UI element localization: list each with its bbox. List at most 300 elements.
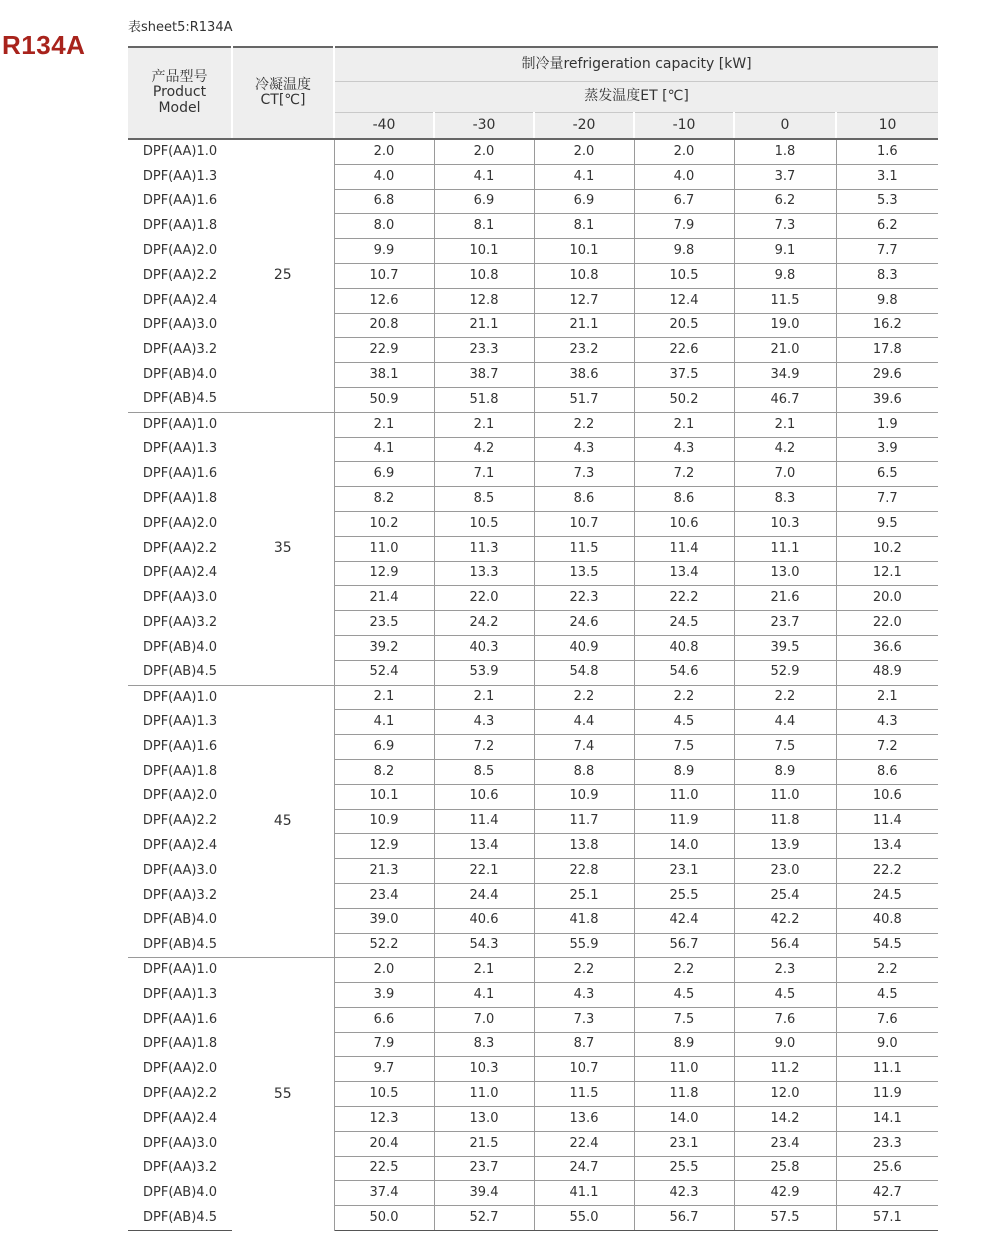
capacity-value-cell: 21.1 [534,313,634,338]
capacity-value-cell: 41.1 [534,1181,634,1206]
header-ct-en: CT[℃] [260,92,306,108]
capacity-value-cell: 12.4 [634,288,734,313]
model-cell: DPF(AA)1.3 [142,714,218,730]
capacity-value-cell: 57.1 [836,1206,938,1231]
capacity-value-cell: 4.3 [634,437,734,462]
capacity-value-cell: 6.2 [734,189,836,214]
capacity-value-cell: 38.6 [534,363,634,388]
model-cell: DPF(AA)1.8 [142,763,218,779]
model-cell: DPF(AA)2.2 [142,267,218,283]
capacity-value-cell: 23.3 [434,338,534,363]
capacity-value-cell: 20.0 [836,586,938,611]
capacity-value-cell: 11.1 [734,536,836,561]
capacity-value-cell: 2.0 [634,139,734,164]
capacity-value-cell: 10.8 [534,263,634,288]
capacity-value-cell: 4.0 [634,164,734,189]
table-row [128,412,938,437]
capacity-value-cell: 25.4 [734,883,836,908]
capacity-value-cell: 8.6 [534,487,634,512]
capacity-value-cell: 24.2 [434,611,534,636]
capacity-value-cell: 40.9 [534,635,634,660]
capacity-value-cell: 52.9 [734,660,836,685]
capacity-value-cell: 9.7 [334,1057,434,1082]
model-cell: DPF(AA)1.8 [142,218,218,234]
capacity-value-cell: 6.8 [334,189,434,214]
capacity-value-cell: 9.0 [836,1032,938,1057]
capacity-value-cell: 20.5 [634,313,734,338]
capacity-value-cell: 4.2 [434,437,534,462]
model-cell: DPF(AA)1.0 [128,685,232,710]
capacity-value-cell: 54.6 [634,660,734,685]
capacity-value-cell: 24.5 [836,883,938,908]
capacity-value-cell: 10.5 [434,511,534,536]
capacity-value-cell: 14.1 [836,1107,938,1132]
capacity-value-cell: 42.9 [734,1181,836,1206]
capacity-value-cell: 11.9 [836,1082,938,1107]
model-cell: DPF(AA)1.8 [142,1036,218,1052]
capacity-value-cell: 8.9 [634,1032,734,1057]
capacity-value-cell: 8.5 [434,487,534,512]
capacity-value-cell: 51.7 [534,387,634,412]
capacity-value-cell: 8.3 [434,1032,534,1057]
capacity-value-cell: 4.4 [534,710,634,735]
capacity-value-cell: 11.4 [434,809,534,834]
capacity-value-cell: 13.9 [734,834,836,859]
capacity-value-cell: 2.1 [434,685,534,710]
capacity-value-cell: 2.1 [836,685,938,710]
capacity-value-cell: 10.8 [434,263,534,288]
capacity-value-cell: 2.1 [334,412,434,437]
capacity-value-cell: 10.2 [334,511,434,536]
capacity-value-cell: 2.2 [534,412,634,437]
model-cell: DPF(AA)1.3 [142,986,218,1002]
model-cell: DPF(AA)1.0 [128,139,232,164]
capacity-value-cell: 2.2 [534,685,634,710]
capacity-value-cell: 23.2 [534,338,634,363]
capacity-value-cell: 7.3 [534,1007,634,1032]
capacity-value-cell: 10.7 [534,1057,634,1082]
capacity-value-cell: 10.7 [534,511,634,536]
capacity-value-cell: 40.8 [836,908,938,933]
capacity-value-cell: 57.5 [734,1206,836,1231]
model-cell: DPF(AA)2.0 [142,242,218,258]
capacity-value-cell: 2.1 [734,412,836,437]
header-evaporating-temp: 蒸发温度ET [℃] [334,81,938,113]
capacity-value-cell: 10.6 [836,784,938,809]
capacity-value-cell: 4.5 [634,710,734,735]
capacity-value-cell: 11.9 [634,809,734,834]
capacity-value-cell: 1.6 [836,139,938,164]
capacity-value-cell: 12.7 [534,288,634,313]
capacity-value-cell: 22.4 [534,1131,634,1156]
capacity-value-cell: 1.8 [734,139,836,164]
capacity-value-cell: 16.2 [836,313,938,338]
capacity-value-cell: 8.5 [434,759,534,784]
model-cell: DPF(AB)4.5 [128,1206,232,1231]
capacity-value-cell: 8.6 [836,759,938,784]
capacity-value-cell: 42.4 [634,908,734,933]
model-cell: DPF(AB)4.0 [143,912,217,928]
model-cell: DPF(AA)2.0 [142,515,218,531]
capacity-value-cell: 40.8 [634,635,734,660]
model-cell: DPF(AA)2.4 [142,565,218,581]
capacity-value-cell: 2.2 [836,958,938,983]
capacity-value-cell: 6.2 [836,214,938,239]
capacity-value-cell: 21.5 [434,1131,534,1156]
capacity-value-cell: 40.3 [434,635,534,660]
model-cell: DPF(AA)3.0 [142,862,218,878]
capacity-value-cell: 4.1 [334,437,434,462]
capacity-value-cell: 11.2 [734,1057,836,1082]
capacity-value-cell: 4.3 [534,983,634,1008]
capacity-value-cell: 2.3 [734,958,836,983]
condensing-temp-cell: 45 [232,685,334,958]
model-cell: DPF(AA)2.2 [142,813,218,829]
model-cell: DPF(AB)4.0 [143,639,217,655]
capacity-value-cell: 23.1 [634,859,734,884]
capacity-value-cell: 2.1 [434,958,534,983]
capacity-value-cell: 10.7 [334,263,434,288]
capacity-value-cell: 8.2 [334,759,434,784]
capacity-value-cell: 7.1 [434,462,534,487]
model-cell: DPF(AA)3.2 [142,614,218,630]
capacity-value-cell: 11.4 [836,809,938,834]
capacity-value-cell: 4.1 [334,710,434,735]
capacity-value-cell: 12.8 [434,288,534,313]
capacity-value-cell: 55.0 [534,1206,634,1231]
capacity-value-cell: 8.8 [534,759,634,784]
capacity-value-cell: 56.7 [634,1206,734,1231]
capacity-value-cell: 8.1 [534,214,634,239]
capacity-value-cell: 22.3 [534,586,634,611]
brand-logo: R134A [2,30,86,60]
capacity-value-cell: 22.2 [634,586,734,611]
capacity-value-cell: 7.3 [734,214,836,239]
model-cell: DPF(AA)2.4 [142,838,218,854]
capacity-value-cell: 54.8 [534,660,634,685]
capacity-value-cell: 4.1 [434,164,534,189]
capacity-value-cell: 2.2 [634,958,734,983]
capacity-value-cell: 39.2 [334,635,434,660]
capacity-value-cell: 22.6 [634,338,734,363]
model-cell: DPF(AB)4.0 [143,1185,217,1201]
capacity-value-cell: 8.3 [836,263,938,288]
capacity-value-cell: 14.2 [734,1107,836,1132]
header-ct-zh: 冷凝温度 [255,76,311,93]
capacity-value-cell: 4.0 [334,164,434,189]
capacity-value-cell: 11.3 [434,536,534,561]
capacity-value-cell: 5.3 [836,189,938,214]
capacity-value-cell: 29.6 [836,363,938,388]
capacity-value-cell: 55.9 [534,933,634,958]
capacity-value-cell: 20.8 [334,313,434,338]
model-cell: DPF(AA)2.2 [142,1086,218,1102]
capacity-value-cell: 10.9 [534,784,634,809]
capacity-value-cell: 8.3 [734,487,836,512]
model-cell: DPF(AA)1.6 [142,1011,218,1027]
capacity-value-cell: 22.0 [836,611,938,636]
model-cell: DPF(AA)3.2 [142,1160,218,1176]
model-cell: DPF(AA)2.4 [142,1110,218,1126]
capacity-value-cell: 23.7 [734,611,836,636]
capacity-value-cell: 2.1 [634,412,734,437]
table-row [128,958,938,983]
capacity-value-cell: 39.0 [334,908,434,933]
capacity-value-cell: 2.2 [734,685,836,710]
refrigeration-capacity-table [128,46,938,1231]
capacity-value-cell: 12.6 [334,288,434,313]
table-row [128,139,938,164]
capacity-value-cell: 24.5 [634,611,734,636]
header-et-value: -10 [634,113,734,139]
capacity-value-cell: 13.0 [734,561,836,586]
capacity-value-cell: 9.1 [734,239,836,264]
capacity-value-cell: 8.9 [634,759,734,784]
capacity-value-cell: 7.0 [734,462,836,487]
model-cell: DPF(AB)4.5 [143,664,217,680]
capacity-value-cell: 11.5 [734,288,836,313]
header-et-value: -30 [434,113,534,139]
capacity-value-cell: 24.6 [534,611,634,636]
model-cell: DPF(AA)2.0 [142,1061,218,1077]
capacity-value-cell: 11.0 [634,1057,734,1082]
capacity-value-cell: 11.1 [836,1057,938,1082]
capacity-value-cell: 11.0 [634,784,734,809]
capacity-value-cell: 42.7 [836,1181,938,1206]
capacity-value-cell: 4.5 [836,983,938,1008]
capacity-value-cell: 38.1 [334,363,434,388]
capacity-value-cell: 7.5 [734,735,836,760]
capacity-value-cell: 13.4 [434,834,534,859]
capacity-value-cell: 24.4 [434,883,534,908]
model-cell: DPF(AA)3.2 [142,887,218,903]
capacity-value-cell: 19.0 [734,313,836,338]
capacity-value-cell: 11.5 [534,536,634,561]
model-cell: DPF(AA)3.0 [142,1135,218,1151]
capacity-value-cell: 11.7 [534,809,634,834]
capacity-value-cell: 21.0 [734,338,836,363]
capacity-value-cell: 6.7 [634,189,734,214]
capacity-value-cell: 3.7 [734,164,836,189]
capacity-value-cell: 8.9 [734,759,836,784]
capacity-value-cell: 54.3 [434,933,534,958]
condensing-temp-cell: 55 [232,958,334,1231]
capacity-value-cell: 7.0 [434,1007,534,1032]
capacity-value-cell: 10.6 [434,784,534,809]
capacity-value-cell: 39.4 [434,1181,534,1206]
capacity-value-cell: 2.1 [434,412,534,437]
model-cell: DPF(AA)1.6 [142,738,218,754]
model-cell: DPF(AB)4.5 [143,937,217,952]
capacity-value-cell: 11.0 [334,536,434,561]
capacity-value-cell: 42.3 [634,1181,734,1206]
capacity-value-cell: 23.7 [434,1156,534,1181]
capacity-value-cell: 22.0 [434,586,534,611]
capacity-value-cell: 23.0 [734,859,836,884]
capacity-value-cell: 21.1 [434,313,534,338]
header-et-value: 10 [836,113,938,139]
capacity-value-cell: 52.4 [334,660,434,685]
model-cell: DPF(AA)1.0 [128,412,232,437]
model-cell: DPF(AB)4.5 [143,391,217,407]
capacity-value-cell: 2.0 [334,139,434,164]
capacity-value-cell: 3.9 [334,983,434,1008]
capacity-value-cell: 25.5 [634,883,734,908]
capacity-value-cell: 7.3 [534,462,634,487]
capacity-value-cell: 7.2 [434,735,534,760]
capacity-value-cell: 6.9 [534,189,634,214]
capacity-value-cell: 9.0 [734,1032,836,1057]
capacity-value-cell: 23.4 [334,883,434,908]
capacity-value-cell: 17.8 [836,338,938,363]
capacity-value-cell: 37.4 [334,1181,434,1206]
capacity-value-cell: 2.0 [334,958,434,983]
capacity-value-cell: 56.4 [734,933,836,958]
capacity-value-cell: 10.1 [534,239,634,264]
capacity-value-cell: 7.7 [836,239,938,264]
capacity-value-cell: 9.8 [634,239,734,264]
capacity-value-cell: 56.7 [634,933,734,958]
capacity-value-cell: 10.5 [334,1082,434,1107]
capacity-value-cell: 20.4 [334,1131,434,1156]
capacity-value-cell: 10.5 [634,263,734,288]
capacity-value-cell: 53.9 [434,660,534,685]
capacity-value-cell: 12.3 [334,1107,434,1132]
capacity-value-cell: 2.2 [634,685,734,710]
capacity-value-cell: 12.9 [334,561,434,586]
capacity-value-cell: 11.4 [634,536,734,561]
capacity-value-cell: 11.8 [734,809,836,834]
capacity-value-cell: 36.6 [836,635,938,660]
capacity-value-cell: 38.7 [434,363,534,388]
capacity-value-cell: 10.6 [634,511,734,536]
capacity-value-cell: 22.2 [836,859,938,884]
capacity-value-cell: 39.5 [734,635,836,660]
capacity-value-cell: 25.5 [634,1156,734,1181]
capacity-value-cell: 8.1 [434,214,534,239]
capacity-value-cell: 9.9 [334,239,434,264]
capacity-value-cell: 50.0 [334,1206,434,1231]
capacity-value-cell: 7.4 [534,735,634,760]
capacity-value-cell: 12.0 [734,1082,836,1107]
sheet-title: 表sheet5:R134A [128,20,233,35]
model-cell: DPF(AA)1.0 [128,958,232,983]
capacity-value-cell: 13.4 [634,561,734,586]
capacity-value-cell: 14.0 [634,1107,734,1132]
capacity-value-cell: 50.2 [634,387,734,412]
capacity-value-cell: 12.1 [836,561,938,586]
model-cell: DPF(AB)4.0 [143,366,217,382]
capacity-value-cell: 11.0 [734,784,836,809]
capacity-value-cell: 54.5 [836,933,938,958]
model-cell: DPF(AA)2.4 [142,292,218,308]
capacity-value-cell: 4.5 [634,983,734,1008]
capacity-value-cell: 13.6 [534,1107,634,1132]
capacity-value-cell: 9.5 [836,511,938,536]
model-cell: DPF(AA)1.3 [142,168,218,184]
capacity-value-cell: 1.9 [836,412,938,437]
capacity-value-cell: 2.0 [434,139,534,164]
capacity-value-cell: 6.9 [334,462,434,487]
capacity-value-cell: 7.6 [734,1007,836,1032]
header-et-value: 0 [734,113,836,139]
capacity-value-cell: 7.2 [836,735,938,760]
capacity-value-cell: 7.9 [634,214,734,239]
header-model-en: Product Model [152,84,207,116]
capacity-value-cell: 10.3 [734,511,836,536]
capacity-value-cell: 23.4 [734,1131,836,1156]
capacity-value-cell: 2.2 [534,958,634,983]
capacity-value-cell: 34.9 [734,363,836,388]
capacity-value-cell: 37.5 [634,363,734,388]
capacity-value-cell: 13.5 [534,561,634,586]
capacity-value-cell: 9.8 [734,263,836,288]
capacity-value-cell: 6.9 [434,189,534,214]
capacity-value-cell: 8.0 [334,214,434,239]
capacity-value-cell: 7.5 [634,735,734,760]
capacity-value-cell: 13.4 [836,834,938,859]
capacity-value-cell: 52.2 [334,933,434,958]
capacity-value-cell: 8.2 [334,487,434,512]
capacity-value-cell: 10.1 [334,784,434,809]
capacity-value-cell: 7.2 [634,462,734,487]
condensing-temp-cell: 35 [232,412,334,685]
header-refrigeration-capacity: 制冷量refrigeration capacity [kW] [334,47,938,81]
capacity-value-cell: 2.0 [534,139,634,164]
header-condensing-temp [232,47,334,139]
capacity-value-cell: 7.7 [836,487,938,512]
capacity-value-cell: 3.1 [836,164,938,189]
capacity-value-cell: 52.7 [434,1206,534,1231]
capacity-value-cell: 23.3 [836,1131,938,1156]
table-header [128,47,938,139]
capacity-value-cell: 2.1 [334,685,434,710]
model-cell: DPF(AA)1.6 [142,193,218,209]
capacity-value-cell: 24.7 [534,1156,634,1181]
model-cell: DPF(AA)2.2 [142,540,218,556]
capacity-value-cell: 6.6 [334,1007,434,1032]
capacity-value-cell: 4.5 [734,983,836,1008]
capacity-value-cell: 22.5 [334,1156,434,1181]
model-cell: DPF(AA)3.0 [142,590,218,606]
capacity-value-cell: 4.1 [534,164,634,189]
capacity-value-cell: 4.2 [734,437,836,462]
capacity-value-cell: 4.1 [434,983,534,1008]
capacity-value-cell: 51.8 [434,387,534,412]
capacity-value-cell: 4.4 [734,710,836,735]
condensing-temp-cell: 25 [232,139,334,412]
capacity-value-cell: 7.9 [334,1032,434,1057]
capacity-value-cell: 21.3 [334,859,434,884]
capacity-value-cell: 50.9 [334,387,434,412]
table-row [128,685,938,710]
capacity-value-cell: 39.6 [836,387,938,412]
capacity-value-cell: 21.4 [334,586,434,611]
capacity-value-cell: 11.8 [634,1082,734,1107]
header-et-value: -40 [334,113,434,139]
model-cell: DPF(AA)1.3 [142,441,218,457]
capacity-value-cell: 25.6 [836,1156,938,1181]
capacity-value-cell: 13.8 [534,834,634,859]
capacity-value-cell: 4.3 [836,710,938,735]
capacity-value-cell: 8.7 [534,1032,634,1057]
header-product-model [128,47,232,139]
model-cell: DPF(AA)1.8 [142,490,218,506]
capacity-value-cell: 11.0 [434,1082,534,1107]
capacity-value-cell: 9.8 [836,288,938,313]
capacity-value-cell: 48.9 [836,660,938,685]
capacity-value-cell: 25.1 [534,883,634,908]
